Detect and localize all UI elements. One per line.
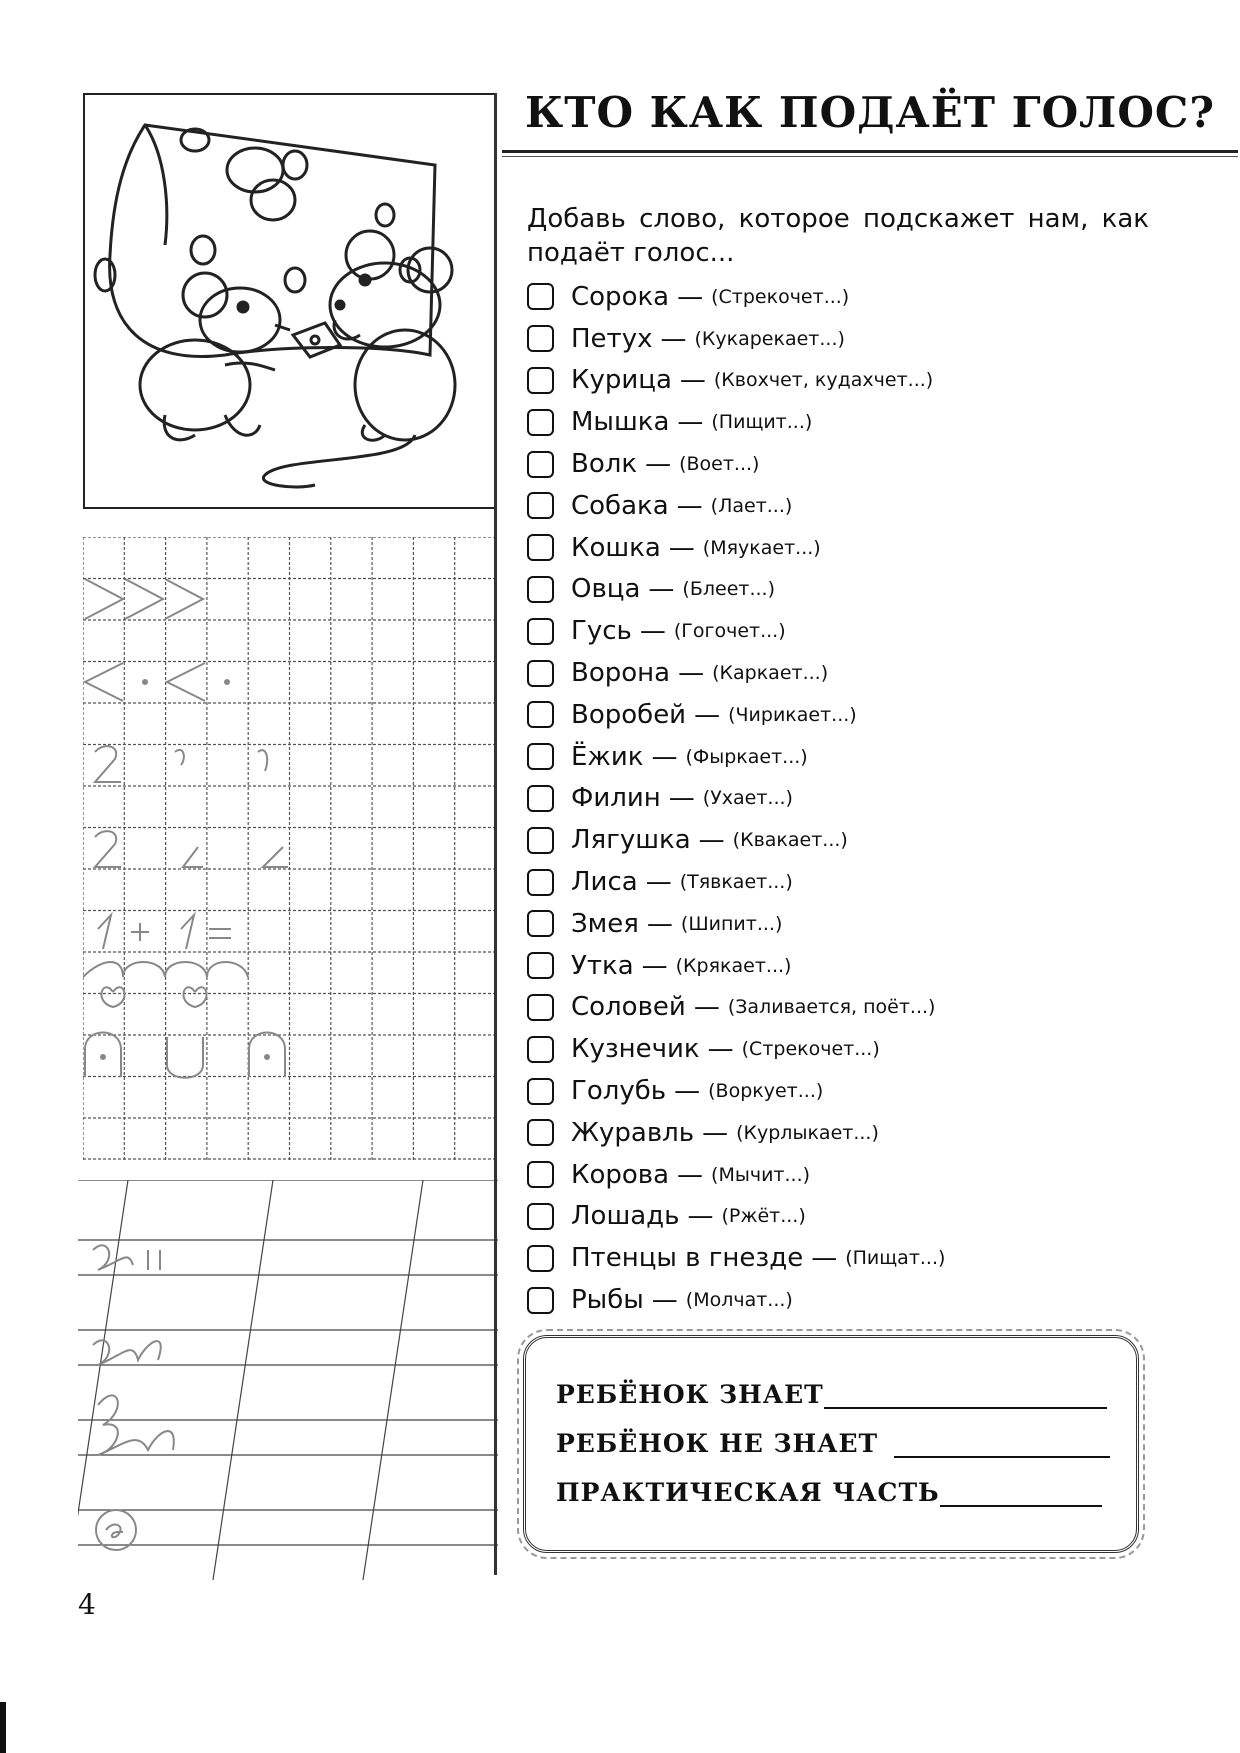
dash: — <box>660 323 687 354</box>
answer-hint: (Ухает...) <box>702 787 793 810</box>
checkbox[interactable] <box>527 1245 554 1272</box>
checkbox[interactable] <box>527 827 554 854</box>
animal-name: Утка <box>571 950 634 981</box>
list-item <box>527 778 1227 820</box>
eval-practical-row <box>556 1478 1102 1507</box>
list-item <box>527 1070 1227 1112</box>
handwriting-lines <box>78 1180 498 1580</box>
answer-hint: (Квохчет, кудахчет...) <box>713 369 934 392</box>
checkbox[interactable] <box>527 869 554 896</box>
list-item <box>527 903 1227 945</box>
eval-not-knows-row <box>556 1429 1110 1458</box>
animal-name: Волк <box>571 449 638 480</box>
mice-cheese-drawing <box>85 95 494 507</box>
checkbox[interactable] <box>527 576 554 603</box>
eval-knows-row <box>556 1380 1107 1409</box>
checkbox[interactable] <box>527 1287 554 1314</box>
animal-name: Воробей <box>571 699 687 730</box>
list-item <box>527 652 1227 694</box>
scan-edge-mark <box>0 1702 6 1753</box>
column-divider <box>494 93 497 1575</box>
animal-name: Лиса <box>571 867 638 898</box>
answer-hint: (Пищат...) <box>845 1247 946 1270</box>
answer-hint: (Мычит...) <box>711 1163 811 1186</box>
dash: — <box>651 741 678 772</box>
answer-hint: (Крякает...) <box>675 954 792 977</box>
dash: — <box>676 490 703 521</box>
dash: — <box>645 449 672 480</box>
list-item <box>527 819 1227 861</box>
dash: — <box>678 658 705 689</box>
animal-name: Собака <box>571 490 669 521</box>
answer-hint: (Пищит...) <box>711 411 813 434</box>
checkbox[interactable] <box>527 785 554 812</box>
animal-name: Птенцы в гнезде <box>571 1243 804 1274</box>
answer-hint: (Стрекочет...) <box>741 1038 880 1061</box>
animal-name: Овца <box>571 574 641 605</box>
dash: — <box>694 699 721 730</box>
list-item <box>527 1112 1227 1154</box>
answer-hint: (Молчат...) <box>685 1289 793 1312</box>
eval-practical-label: ПРАКТИЧЕСКАЯ ЧАСТЬ <box>556 1478 940 1507</box>
dash: — <box>679 365 706 396</box>
dash: — <box>639 616 666 647</box>
checkbox[interactable] <box>527 367 554 394</box>
list-item <box>527 443 1227 485</box>
evaluation-box <box>523 1335 1139 1553</box>
tracing-grid <box>83 537 496 1160</box>
checkbox[interactable] <box>527 409 554 436</box>
list-item <box>527 1196 1227 1238</box>
answer-hint: (Блеет...) <box>682 578 775 601</box>
list-item <box>527 401 1227 443</box>
animal-name: Лошадь <box>571 1201 680 1232</box>
dash: — <box>677 407 704 438</box>
animal-name: Мышка <box>571 407 670 438</box>
list-item <box>527 694 1227 736</box>
dash: — <box>646 908 673 939</box>
checkbox[interactable] <box>527 534 554 561</box>
eval-not-knows-label: РЕБЁНОК НЕ ЗНАЕТ <box>556 1429 879 1458</box>
checkbox[interactable] <box>527 1119 554 1146</box>
animal-name: Филин <box>571 783 661 814</box>
list-item <box>527 861 1227 903</box>
checkbox[interactable] <box>527 910 554 937</box>
illustration-mice-cheese <box>83 93 496 509</box>
cheese-wedge <box>110 125 435 357</box>
dash: — <box>707 1034 734 1065</box>
checkbox[interactable] <box>527 283 554 310</box>
answer-hint: (Квакает...) <box>732 829 848 852</box>
list-item <box>527 485 1227 527</box>
list-item <box>527 318 1227 360</box>
list-item <box>527 360 1227 402</box>
dash: — <box>702 1117 729 1148</box>
answer-hint: (Шипит...) <box>680 912 783 935</box>
checkbox[interactable] <box>527 952 554 979</box>
animal-name: Рыбы <box>571 1285 644 1316</box>
answer-hint: (Гогочет...) <box>673 620 786 643</box>
checkbox[interactable] <box>527 451 554 478</box>
eval-practical-field[interactable] <box>940 1481 1102 1507</box>
eval-knows-label: РЕБЁНОК ЗНАЕТ <box>556 1380 824 1409</box>
answer-hint: (Фыркает...) <box>685 745 808 768</box>
dash: — <box>674 1076 701 1107</box>
answer-hint: (Ржёт...) <box>721 1205 806 1228</box>
instruction-text: Добавь слово, которое подскажет нам, как подаёт голос... <box>527 204 1149 268</box>
dash: — <box>648 574 675 605</box>
dash: — <box>651 1285 678 1316</box>
answer-hint: (Мяукает...) <box>702 536 821 559</box>
answer-hint: (Воет...) <box>679 453 760 476</box>
list-item <box>527 527 1227 569</box>
list-item <box>527 1237 1227 1279</box>
dash: — <box>698 825 725 856</box>
list-item <box>527 569 1227 611</box>
list-item <box>527 945 1227 987</box>
eval-not-knows-field[interactable] <box>894 1432 1110 1458</box>
dash: — <box>811 1243 838 1274</box>
page-title: КТО КАК ПОДАЁТ ГОЛОС? <box>525 88 1215 137</box>
checkbox[interactable] <box>527 1203 554 1230</box>
dash: — <box>677 1159 704 1190</box>
animal-name: Лягушка <box>571 825 691 856</box>
animal-checklist <box>527 276 1227 1321</box>
animal-name: Змея <box>571 908 639 939</box>
answer-hint: (Лает...) <box>710 494 793 517</box>
list-item <box>527 1154 1227 1196</box>
dash: — <box>677 281 704 312</box>
dash: — <box>668 783 695 814</box>
answer-hint: (Чирикает...) <box>728 703 857 726</box>
animal-name: Кузнечик <box>571 1034 700 1065</box>
dash: — <box>645 867 672 898</box>
animal-name: Петух <box>571 323 653 354</box>
page-number: 4 <box>78 1588 96 1621</box>
answer-hint: (Курлыкает...) <box>736 1121 879 1144</box>
animal-name: Ёжик <box>571 741 644 772</box>
title-underline <box>502 150 1238 153</box>
checkbox[interactable] <box>527 1078 554 1105</box>
dash: — <box>693 992 720 1023</box>
checkbox[interactable] <box>527 994 554 1021</box>
answer-hint: (Каркает...) <box>712 662 829 685</box>
title-underline-thin <box>502 156 1238 157</box>
list-item <box>527 1279 1227 1321</box>
list-item <box>527 1028 1227 1070</box>
dash: — <box>668 532 695 563</box>
checkbox[interactable] <box>527 492 554 519</box>
answer-hint: (Стрекочет...) <box>711 285 850 308</box>
checkbox[interactable] <box>527 618 554 645</box>
handwriting-lines-drawing <box>78 1180 498 1580</box>
animal-name: Корова <box>571 1159 670 1190</box>
list-item <box>527 610 1227 652</box>
checkbox[interactable] <box>527 325 554 352</box>
eval-knows-field[interactable] <box>824 1383 1107 1409</box>
animal-name: Ворона <box>571 658 671 689</box>
list-item <box>527 987 1227 1029</box>
animal-name: Гусь <box>571 616 632 647</box>
list-item <box>527 736 1227 778</box>
dash: — <box>687 1201 714 1232</box>
dash: — <box>641 950 668 981</box>
answer-hint: (Воркует...) <box>708 1080 824 1103</box>
checkbox[interactable] <box>527 1036 554 1063</box>
animal-name: Кошка <box>571 532 661 563</box>
list-item <box>527 276 1227 318</box>
checkbox[interactable] <box>527 701 554 728</box>
animal-name: Соловей <box>571 992 686 1023</box>
animal-name: Сорока <box>571 281 670 312</box>
answer-hint: (Заливается, поёт...) <box>727 996 936 1019</box>
animal-name: Голубь <box>571 1076 667 1107</box>
answer-hint: (Тявкает...) <box>679 871 793 894</box>
tracing-grid-drawing <box>83 537 496 1160</box>
checkbox[interactable] <box>527 660 554 687</box>
checkbox[interactable] <box>527 743 554 770</box>
answer-hint: (Кукарекает...) <box>694 327 845 350</box>
animal-name: Курица <box>571 365 672 396</box>
animal-name: Журавль <box>571 1117 695 1148</box>
checkbox[interactable] <box>527 1161 554 1188</box>
